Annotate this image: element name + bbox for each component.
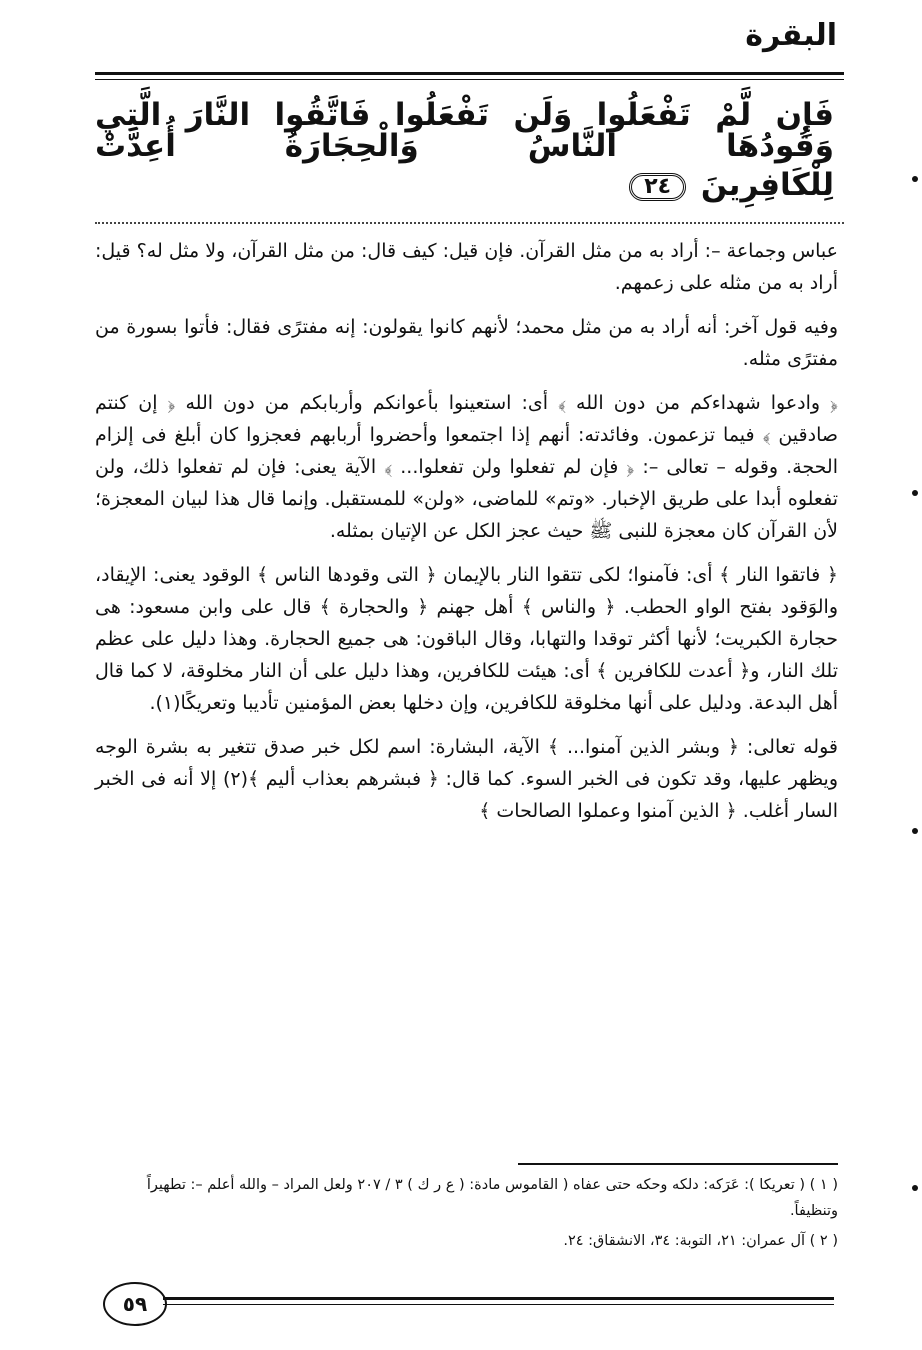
header-rule-thin <box>95 79 844 80</box>
footnotes <box>95 1172 838 1258</box>
margin-mark <box>912 176 918 182</box>
margin-mark <box>912 828 918 834</box>
verse-line-2-text: لِلْكَافِرِينَ <box>700 167 834 203</box>
commentary-paragraph-5: قوله تعالى: ﴿ وبشر الذين آمنوا... ﴾ الآية، البشارة: اسم لكل خبر صدق تتغير به بشرة الوجه ويظهر عليها، وقد تكون فى الخبر السوء. كما قال: ﴿ فبشرهم بعذاب أليم ﴾(٢) إلا أنه فى الخبر السار أغلب. ﴿ الذين آمنوا وعملوا الصالحات ﴾ <box>95 736 838 822</box>
ayah-number-ornament: ٢٤ <box>629 173 686 201</box>
surah-name-header: البقرة <box>745 18 837 53</box>
footer-rule-thin <box>163 1304 834 1305</box>
footer-rule-thick <box>163 1297 834 1300</box>
verse-line-1: فَإِن لَّمْ تَفْعَلُوا وَلَن تَفْعَلُوا فَاتَّقُوا النَّارَ الَّتِي وَقُودُهَا النَّاسُ وَالْحِجَارَةُ أُعِدَّتْ <box>95 97 834 164</box>
page-number: ٥٩ <box>103 1282 167 1326</box>
verse-separator <box>95 222 844 224</box>
commentary-text <box>95 235 838 839</box>
verse-line-2 <box>629 167 834 203</box>
quran-verse <box>95 97 834 210</box>
margin-mark <box>912 490 918 496</box>
commentary-paragraph-1: عباس وجماعة –: أراد به من مثل القرآن. فإن قيل: كيف قال: من مثل القرآن، ولا مثل له؟ قيل: أراد به من مثله على زعمهم. <box>95 240 838 294</box>
commentary-paragraph-4: ﴿ فاتقوا النار ﴾ أى: فآمنوا؛ لكى تتقوا النار بالإيمان ﴿ التى وقودها الناس ﴾ الوقود يعنى: الإيقاد، والوَقود بفتح الواو الحطب. ﴿ والناس ﴾ أهل جهنم ﴿ والحجارة ﴾ قال على وابن مسعود: هى حجارة الكبريت؛ لأنها أكثر توقدا والتهابا، وقال الباقون: هى جميع الحجارة. وهذا دليل على عظم تلك النار، و﴿ أعدت للكافرين ﴾ أى: هيئت للكافرين، وهذا دليل على أن النار مخلوقة، لا كما قال أهل البدعة. ودليل على أنها مخلوقة للكافرين، وإن دخلها بعض المؤمنين تأديبا وتعريكًا(١). <box>95 564 838 714</box>
footnote-1: ( ١ ) ( تعريكا ): عَرَكه: دلكه وحكه حتى عفاه ( القاموس مادة: ( ع ر ك ) ٣ / ٢٠٧ ولعل المراد – والله أعلم –: تطهيراً وتنظيفاً. <box>146 1177 838 1219</box>
header-rule-thick <box>95 72 844 75</box>
margin-mark <box>912 1185 918 1191</box>
commentary-paragraph-2: وفيه قول آخر: أنه أراد به من مثل محمد؛ لأنهم كانوا يقولون: إنه مفترًى فقال: فأتوا بسورة من مفترًى مثله. <box>95 316 838 370</box>
commentary-paragraph-3: ﴿ وادعوا شهداءكم من دون الله ﴾ أى: استعينوا بأعوانكم وأربابكم من دون الله ﴿ إن كنتم صادقين ﴾ فيما تزعمون. وفائدته: أنهم إذا اجتمعوا وأحضروا أربابهم فعجزوا كان أبلغ فى إلزام الحجة. وقوله – تعالى –: ﴿ فإن لم تفعلوا ولن تفعلوا... ﴾ الآية يعنى: فإن لم تفعلوا ذلك، ولن تفعلوه أبدا على طريق الإخبار. «وتم» للماضى، «ولن» للمستقبل. وإنما قال هذا لبيان المعجزة؛ لأن القرآن كان معجزة للنبى ﷺ حيث عجز الكل عن الإتيان بمثله. <box>95 392 838 542</box>
footnote-2: ( ٢ ) آل عمران: ٢١، التوبة: ٣٤، الانشقاق: ٢٤. <box>563 1233 838 1249</box>
footnote-separator <box>518 1163 838 1165</box>
